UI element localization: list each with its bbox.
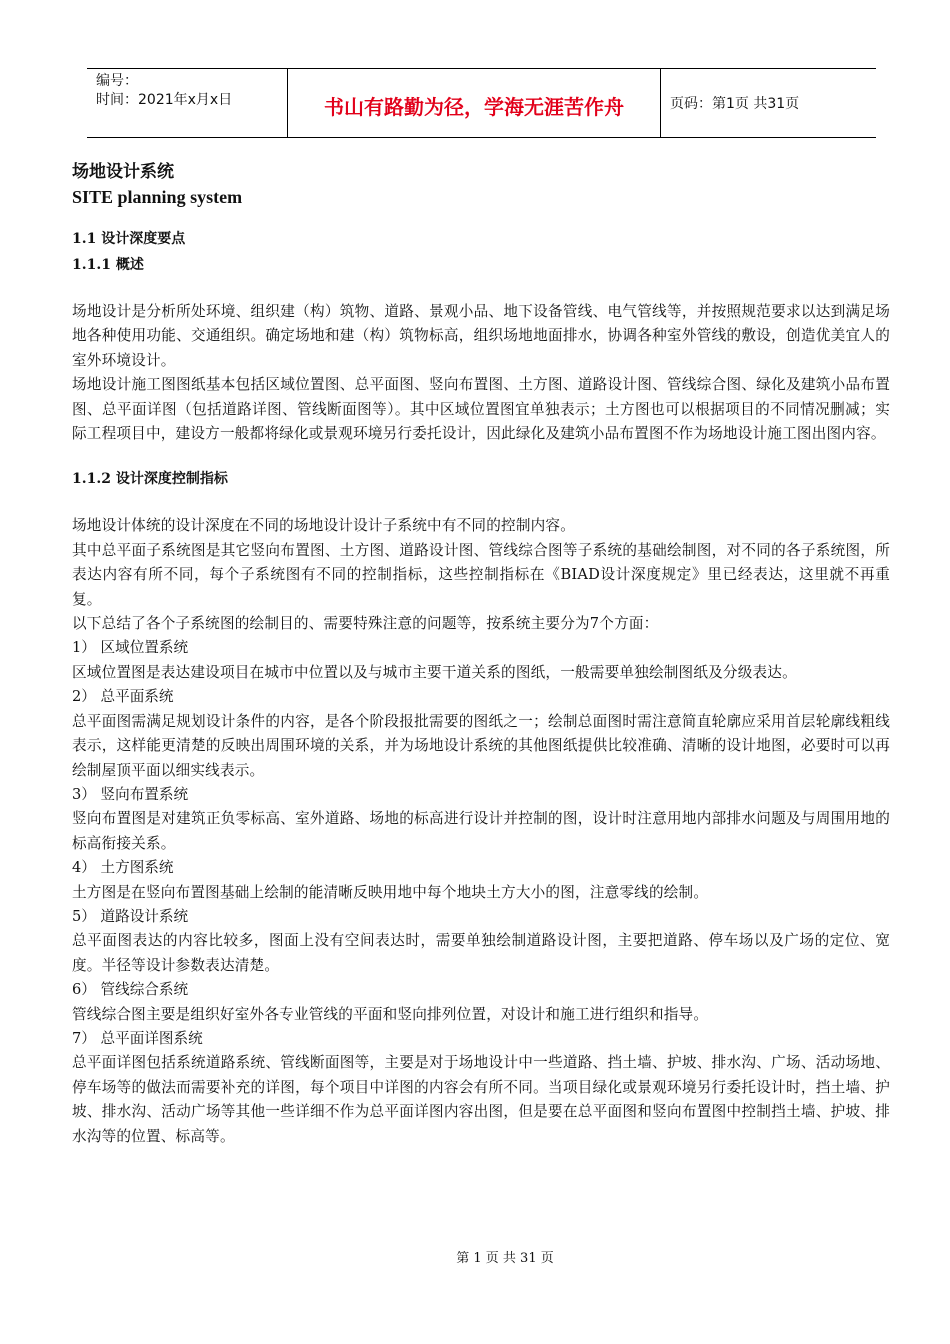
header-page-cell [661, 69, 876, 137]
list-item-title: 1） 区域位置系统 [72, 639, 189, 657]
list-item-title: 2） 总平面系统 [72, 688, 174, 706]
header-motto: 书山有路勤为径，学海无涯苦作舟 [324, 94, 624, 119]
document-time-label: 时间：2021年x月x日 [96, 92, 233, 108]
list-item-title: 5） 道路设计系统 [72, 907, 189, 925]
list-item-title: 4） 土方图系统 [72, 859, 174, 877]
header-table [87, 68, 876, 138]
list-item-text: 区域位置图是表达建设项目在城市中位置以及与城市主要干道关系的图纸，一般需要单独绘制图纸及分级表达。 [72, 663, 797, 681]
header-motto-cell [288, 69, 661, 137]
header-page-number: 页码：第1页 共31页 [670, 96, 800, 112]
section-heading-1-1-1: 1.1.1 概述 [72, 257, 144, 273]
list-item-title: 3） 竖向布置系统 [72, 785, 189, 803]
section-heading-1-1: 1.1 设计深度要点 [72, 231, 186, 247]
list-item-text: 总平面详图包括系统道路系统、管线断面图等，主要是对于场地设计中一些道路、挡土墙、护坡、排水沟、广场、活动场地、停车场等的做法而需要补充的详图，每个项目中详图的内容会有所不同。当项目绿化或景观环境另行委托设计时，挡土墙、护坡、排水沟、活动广场等其他一些详细不作为总平面详图内容出图，但是要在总平面图和竖向布置图中控制挡土墙、护坡、排水沟等的位置、标高等。 [72, 1054, 890, 1145]
paragraph: 场地设计施工图图纸基本包括区域位置图、总平面图、竖向布置图、土方图、道路设计图、管线综合图、绿化及建筑小品布置图、总平面详图（包括道路详图、管线断面图等）。其中区域位置图宜单独表示；土方图也可以根据项目的不同情况删减；实际工程项目中，建设方一般都将绿化或景观环境另行委托设计，因此绿化及建筑小品布置图不作为场地设计施工图出图内容。 [72, 376, 890, 443]
page-footer: 第 1 页 共 31 页 [456, 1251, 554, 1266]
section-heading-1-1-2: 1.1.2 设计深度控制指标 [72, 471, 228, 488]
paragraph: 以下总结了各个子系统图的绘制目的、需要特殊注意的问题等，按系统主要分为7个方面： [72, 615, 659, 633]
list-item-text: 土方图是在竖向布置图基础上绘制的能清晰反映用地中每个地块土方大小的图，注意零线的绘制。 [72, 883, 709, 901]
document-title-en: SITE planning system [72, 187, 243, 207]
document-body [72, 160, 890, 1149]
document-title-cn: 场地设计系统 [72, 162, 174, 182]
document-number-label: 编号： [96, 73, 138, 89]
list-item-text: 总平面图表达的内容比较多，图面上没有空间表达时，需要单独绘制道路设计图，主要把道路、停车场以及广场的定位、宽度。半径等设计参数表达清楚。 [72, 932, 890, 974]
list-item-title: 7） 总平面详图系统 [72, 1029, 203, 1047]
paragraph: 场地设计是分析所处环境、组织建（构）筑物、道路、景观小品、地下设备管线、电气管线等，并按照规范要求以达到满足场地各种使用功能、交通组织。确定场地和建（构）筑物标高，组织场地地面排水，协调各种室外管线的敷设，创造优美宜人的室外环境设计。 [72, 303, 890, 369]
list-item-text: 总平面图需满足规划设计条件的内容，是各个阶段报批需要的图纸之一；绘制总面图时需注意简直轮廓应采用首层轮廓线粗线表示，这样能更清楚的反映出周围环境的关系，并为场地设计系统的其他图纸提供比较准确、清晰的设计地图，必要时可以再绘制屋顶平面以细实线表示。 [72, 712, 890, 779]
list-item-title: 6） 管线综合系统 [72, 981, 189, 999]
list-item-text: 竖向布置图是对建筑正负零标高、室外道路、场地的标高进行设计并控制的图，设计时注意用地内部排水问题及与周围用地的标高衔接关系。 [72, 810, 890, 852]
paragraph: 其中总平面子系统图是其它竖向布置图、土方图、道路设计图、管线综合图等子系统的基础绘制图，对不同的各子系统图，所表达内容有所不同，每个子系统图有不同的控制指标，这些控制指标在《BIAD设计深度规定》里已经表达，这里就不再重复。 [72, 541, 890, 608]
list-item-text: 管线综合图主要是组织好室外各专业管线的平面和竖向排列位置，对设计和施工进行组织和指导。 [72, 1005, 709, 1023]
paragraph: 场地设计体统的设计深度在不同的场地设计设计子系统中有不同的控制内容。 [72, 517, 575, 535]
header-meta-cell [87, 69, 288, 137]
